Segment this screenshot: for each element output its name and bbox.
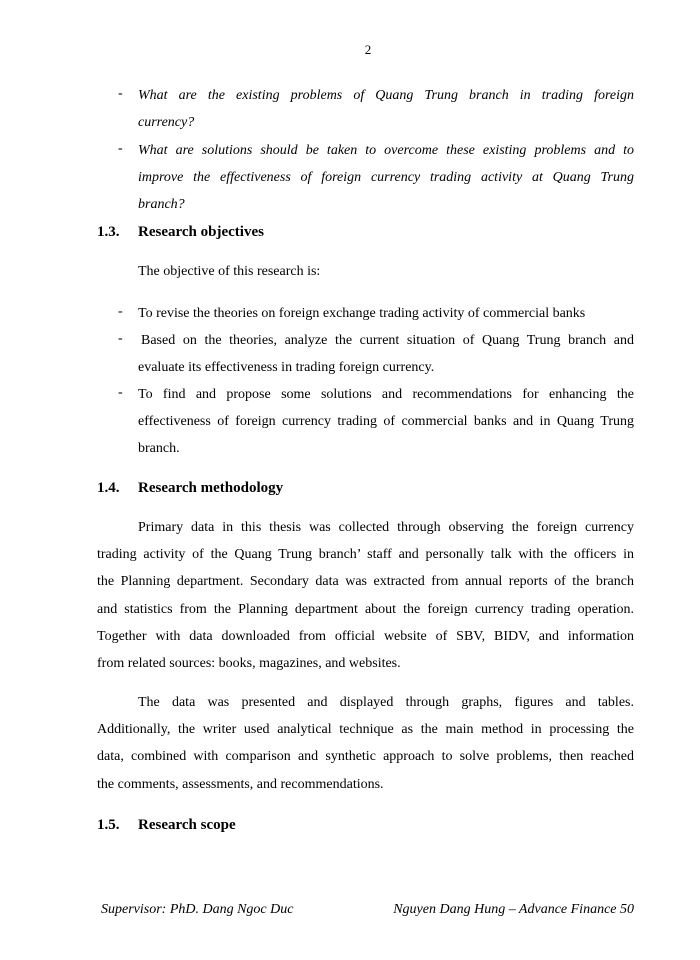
objective-text: To revise the theories on foreign exchange trading activity of commercial banks [138,306,586,321]
question-text: What are the existing problems of Quang Trung branch in trading foreign currency? [138,88,634,130]
objectives-intro: The objective of this research is: [138,264,321,279]
question-text: What are solutions should be taken to overcome these existing problems and to improve the effectiveness of foreign currency trading activity at Quang Trung branch? [138,143,634,212]
footer-supervisor: Supervisor: PhD. Dang Ngoc Duc [101,902,294,917]
bullet-dash: - [118,304,123,319]
section-heading-1-3: 1.3. Research objectives [97,224,264,240]
bullet-dash: - [118,86,123,101]
section-heading-1-5: 1.5. Research scope [97,817,236,833]
bullet-dash: - [118,331,123,346]
methodology-paragraph-1: Primary data in this thesis was collected through observing the foreign currency trading activity of the Quang Trung branch’ staff and personally talk with the officers in the Planning department. Secondary data was extracted from annual reports of the branch and statistics from the Planning department about the foreign currency trading operation. Together with data downloaded from official website of SBV, BIDV, and information from related sources: books, magazines, and websites. [97,520,634,672]
section-heading-1-4: 1.4. Research methodology [97,480,284,496]
objective-text: Based on the theories, analyze the current situation of Quang Trung branch and evaluate its effectiveness in trading foreign currency. [138,333,634,375]
methodology-paragraph-2: The data was presented and displayed through graphs, figures and tables. Additionally, the writer used analytical technique as the main method in processing the data, combined with comparison and synthetic approach to solve problems, then reached the comments, assessments, and recommendations. [97,695,634,792]
objective-text: To find and propose some solutions and recommendations for enhancing the effectiveness of foreign currency trading of commercial banks and in Quang Trung branch. [138,387,634,456]
bullet-dash: - [118,385,123,400]
page-number: 2 [364,42,372,57]
footer-author: Nguyen Dang Hung – Advance Finance 50 [393,902,634,917]
bullet-dash: - [118,141,123,156]
